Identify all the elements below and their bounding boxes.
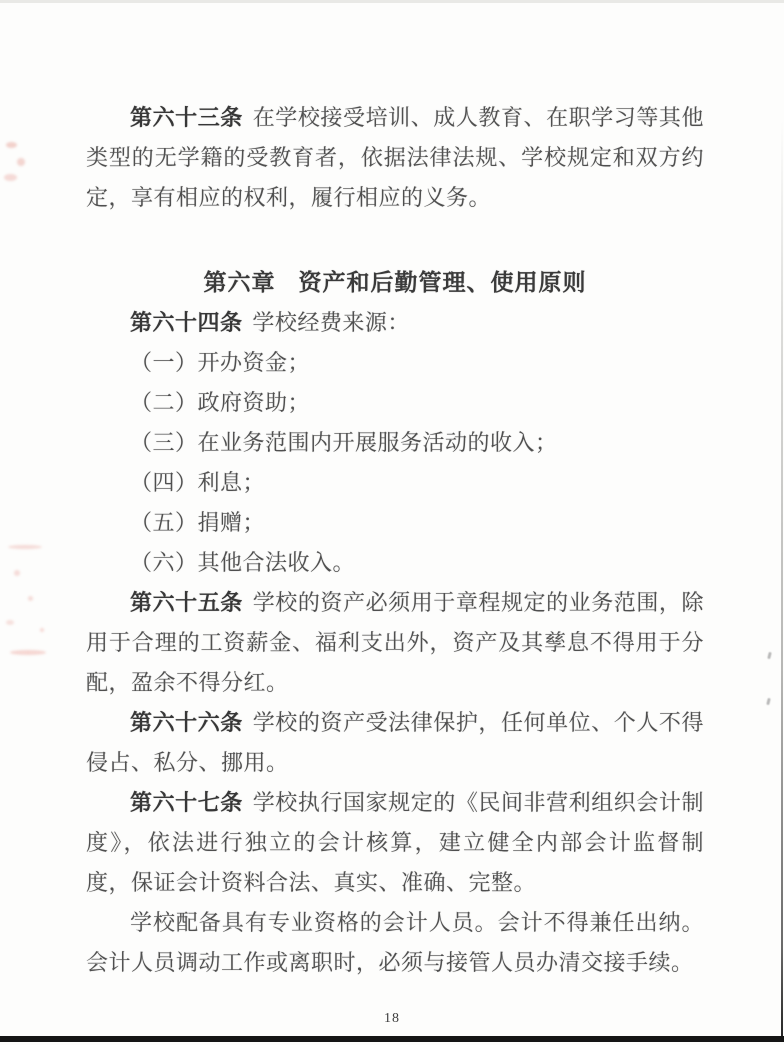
chapter-6-title: 资产和后勤管理、使用原则 xyxy=(298,270,587,295)
article-65-label: 第六十五条 xyxy=(130,590,243,615)
scan-speckle xyxy=(14,570,20,576)
article-64-paragraph xyxy=(86,303,704,343)
article-64-text: 学校经费来源： xyxy=(252,310,410,335)
scan-edge-top xyxy=(0,0,784,3)
funding-item-2: （二）政府资助； xyxy=(130,390,311,415)
scan-speckle xyxy=(40,628,44,632)
article-66-paragraph xyxy=(86,703,704,783)
scan-speckle xyxy=(28,596,33,601)
article-63-text: 在学校接受培训、成人教育、在职学习等其他类型的无学籍的受教育者，依据法律法规、学校规定和双方约定，享有相应的权利，履行相应的义务。 xyxy=(86,105,704,210)
page-number: 18 xyxy=(384,1011,400,1026)
funding-item-6: （六）其他合法收入。 xyxy=(130,550,356,575)
funding-item-5: （五）捐赠； xyxy=(130,510,266,535)
article-65-paragraph xyxy=(86,583,704,703)
article-67-label: 第六十七条 xyxy=(130,790,243,815)
chapter-6-label: 第六章 xyxy=(203,270,276,295)
scan-speckle xyxy=(6,620,14,625)
article-67-text: 学校执行国家规定的《民间非营利组织会计制度》，依法进行独立的会计核算，建立健全内部会计监督制度，保证会计资料合法、真实、准确、完整。 xyxy=(86,790,704,895)
scan-edge-right xyxy=(781,120,783,1039)
scan-speckle xyxy=(4,174,17,181)
scan-speckle xyxy=(17,158,25,166)
chapter-6-heading xyxy=(86,263,704,303)
article-67-paragraph xyxy=(86,783,704,903)
accounting-staff-paragraph: 学校配备具有专业资格的会计人员。会计不得兼任出纳。会计人员调动工作或离职时，必须与接管人员办清交接手续。 xyxy=(86,910,704,975)
funding-item-4: （四）利息； xyxy=(130,470,266,495)
article-65-text: 学校的资产必须用于章程规定的业务范围，除用于合理的工资薪金、福利支出外，资产及其孳息不得用于分配，盈余不得分红。 xyxy=(86,590,704,695)
scan-speckle xyxy=(10,650,46,655)
funding-item-3: （三）在业务范围内开展服务活动的收入； xyxy=(130,430,558,455)
scan-stray-mark xyxy=(767,652,772,660)
document-content xyxy=(86,98,704,983)
funding-item-1: （一）开办资金； xyxy=(130,350,311,375)
article-66-label: 第六十六条 xyxy=(130,710,243,735)
scan-speckle xyxy=(8,545,42,549)
article-64-label: 第六十四条 xyxy=(130,310,243,335)
scan-edge-bottom xyxy=(0,1036,784,1042)
scan-speckle xyxy=(6,142,17,148)
article-63-label: 第六十三条 xyxy=(130,105,243,130)
scan-stray-mark xyxy=(766,698,771,706)
article-66-text: 学校的资产受法律保护，任何单位、个人不得侵占、私分、挪用。 xyxy=(86,710,704,775)
funding-sources-list xyxy=(86,343,704,583)
article-63-paragraph xyxy=(86,98,704,218)
